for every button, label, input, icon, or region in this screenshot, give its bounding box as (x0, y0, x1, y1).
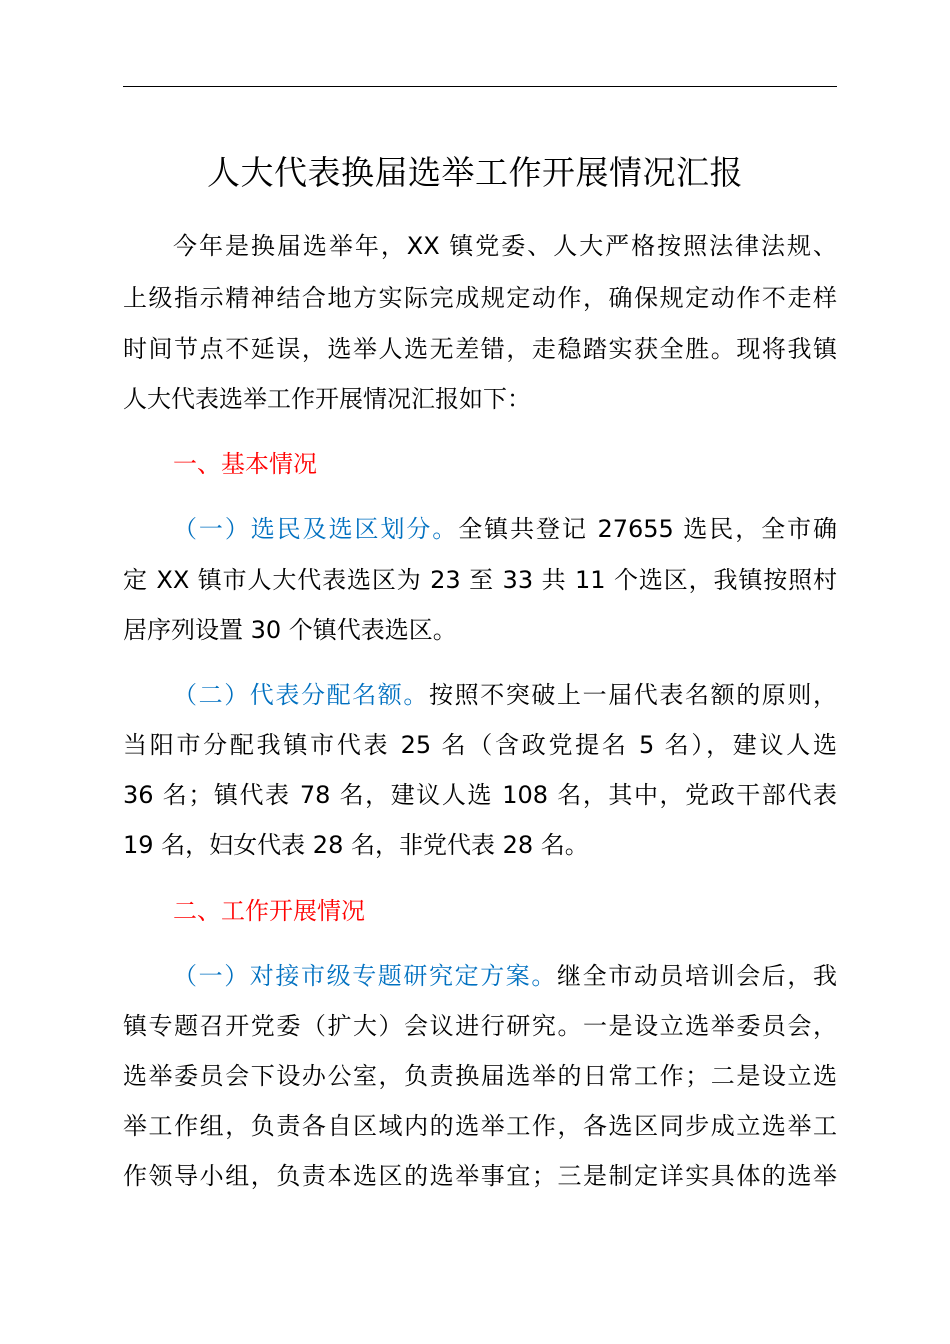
section-1-sub-2-text: 按照不突破上一届代表名额的原则， (429, 681, 837, 709)
section-2-sub-1-line-3: 选举委员会下设办公室，负责换届选举的日常工作；二是设立选 (123, 1062, 837, 1090)
section-1-sub-1-line-1 (173, 511, 837, 547)
section-2-sub-1-line-5: 作领导小组，负责本选区的选举事宜；三是制定详实具体的选举 (123, 1162, 837, 1190)
section-1-sub-1-line-3: 居序列设置 30 个镇代表选区。 (123, 616, 457, 644)
section-1-sub-1-text: 全镇共登记 27655 选民，全市确 (458, 515, 837, 543)
section-2-heading: 二、工作开展情况 (173, 897, 365, 925)
intro-line-3: 时间节点不延误，选举人选无差错，走稳踏实获全胜。现将我镇 (123, 335, 837, 363)
section-2-sub-1-line-4: 举工作组，负责各自区域内的选举工作，各选区同步成立选举工 (123, 1112, 837, 1140)
section-1-sub-2-line-3: 36 名；镇代表 78 名，建议人选 108 名，其中，党政干部代表 (123, 781, 837, 809)
section-1-sub-2-line-4: 19 名，妇女代表 28 名，非党代表 28 名。 (123, 831, 589, 859)
section-1-sub-2-label: （二）代表分配名额。 (173, 681, 429, 709)
section-1-sub-1-label: （一）选民及选区划分。 (173, 515, 459, 543)
intro-line-1: 今年是换届选举年，XX 镇党委、人大严格按照法律法规、 (173, 232, 837, 260)
intro-line-2: 上级指示精神结合地方实际完成规定动作，确保规定动作不走样 (123, 284, 837, 312)
document-title: 人大代表换届选举工作开展情况汇报 (207, 153, 743, 192)
header-rule (123, 86, 837, 87)
section-2-sub-1-text: 继全市动员培训会后，我 (557, 962, 837, 990)
section-1-sub-1-line-2: 定 XX 镇市人大代表选区为 23 至 33 共 11 个选区，我镇按照村 (123, 566, 837, 594)
section-2-sub-1-label: （一）对接市级专题研究定方案。 (173, 962, 557, 990)
intro-line-4: 人大代表选举工作开展情况汇报如下： (123, 385, 531, 413)
section-1-sub-2-line-2: 当阳市分配我镇市代表 25 名（含政党提名 5 名），建议人选 (123, 731, 837, 759)
section-1-sub-2-line-1 (173, 677, 837, 713)
section-1-heading: 一、基本情况 (173, 450, 317, 478)
section-2-sub-1-line-2: 镇专题召开党委（扩大）会议进行研究。一是设立选举委员会， (123, 1012, 837, 1040)
section-2-sub-1-line-1 (173, 958, 837, 994)
